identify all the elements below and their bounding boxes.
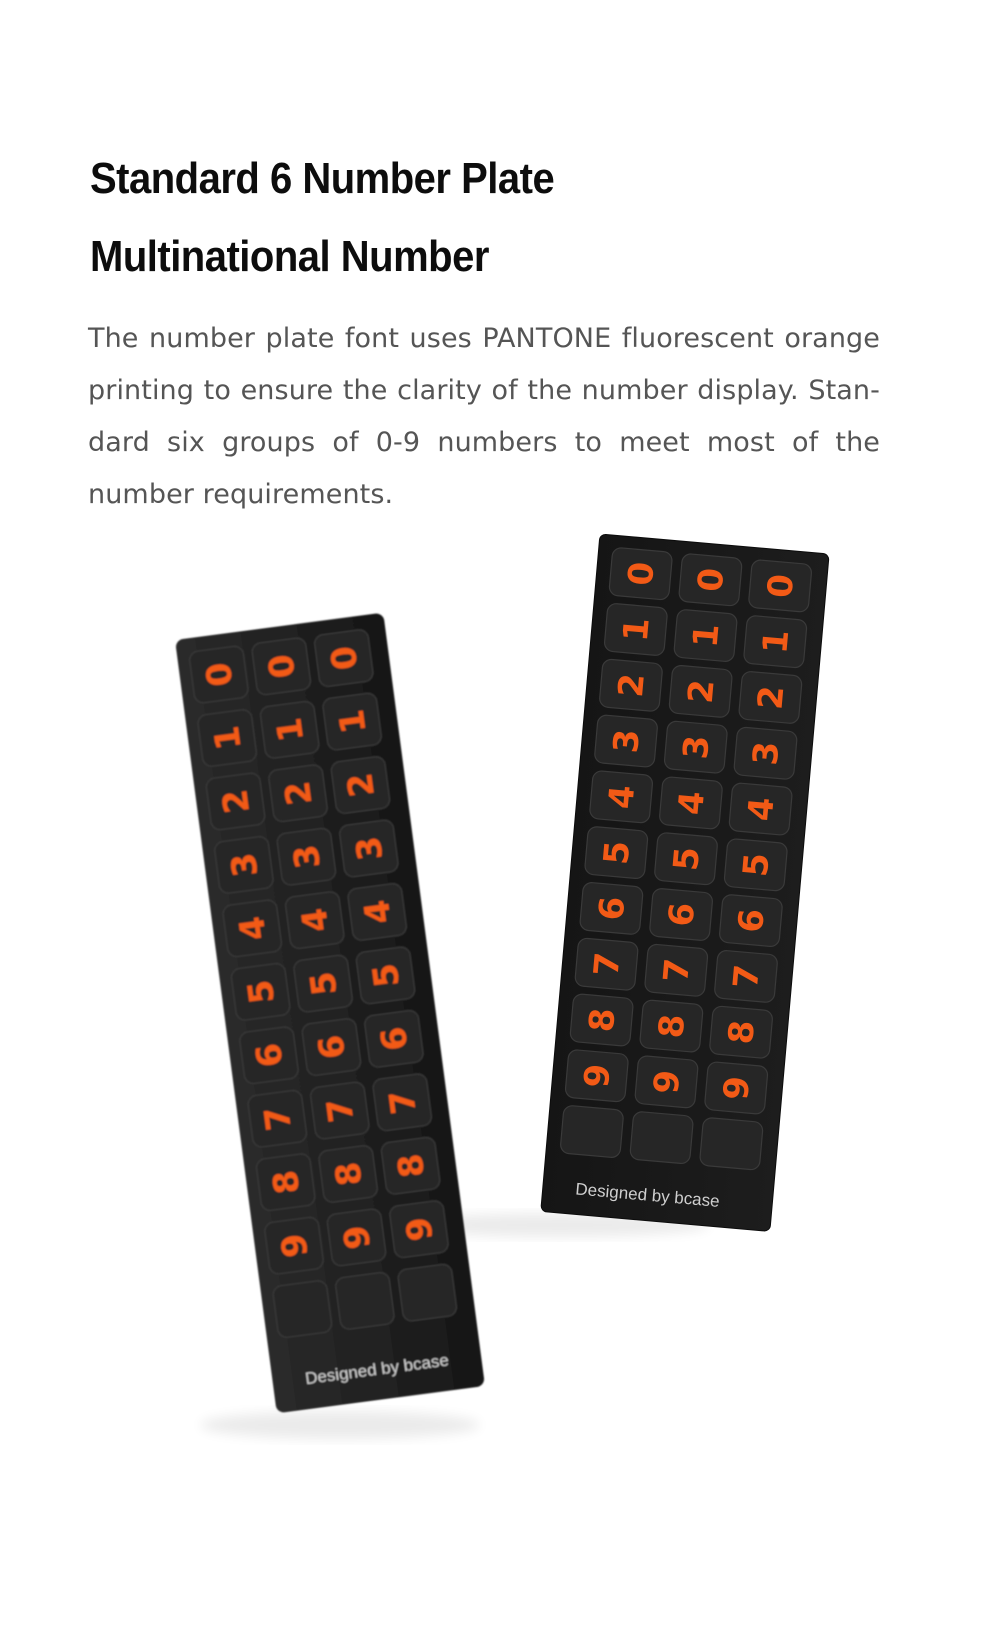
plate-back-digit-2: 2 <box>340 770 383 800</box>
plate-back-key <box>272 1280 332 1339</box>
product-image <box>0 520 1000 1520</box>
plate-front-digit-8: 8 <box>721 1018 764 1046</box>
plate-front-digit-5: 5 <box>596 839 639 867</box>
plate-front-digit-8: 8 <box>581 1006 624 1034</box>
number-plate-back <box>175 613 485 1414</box>
plate-back-digit-3: 3 <box>223 850 267 880</box>
description-text: The number plate font uses PANTONE fluorescent orange printing to ensure the clarity of the number display. Stan-dard six groups of 0-9 numbers to meet most of the number requirements. <box>88 323 880 510</box>
plate-back-key <box>335 1272 395 1331</box>
plate-back-digit-0: 0 <box>260 651 304 681</box>
plate-back-digit-4: 4 <box>356 897 400 927</box>
plate-back-digit-3: 3 <box>348 834 392 863</box>
plate-front-digit-4: 4 <box>740 795 783 823</box>
plate-front-digit-4: 4 <box>601 783 644 811</box>
plate-back-digit-2: 2 <box>277 778 321 808</box>
plate-back-digit-8: 8 <box>327 1159 371 1189</box>
plate-front-digit-1: 1 <box>615 616 658 644</box>
plate-back-digit-6: 6 <box>373 1024 417 1054</box>
plate-front-digit-6: 6 <box>591 894 634 923</box>
plate-back-digit-0: 0 <box>198 660 242 689</box>
plate-front-digit-7: 7 <box>726 962 768 991</box>
plate-front-digit-6: 6 <box>730 907 773 935</box>
plate-front-digit-3: 3 <box>675 733 718 761</box>
plate-front-digit-2: 2 <box>610 671 653 699</box>
plate-back-digit-9: 9 <box>336 1222 379 1252</box>
plate-back-digit-7: 7 <box>256 1104 300 1133</box>
plate-front-digit-9: 9 <box>646 1068 689 1096</box>
plate-front-digit-3: 3 <box>745 739 788 767</box>
plate-front-digit-7: 7 <box>656 956 699 984</box>
plate-front-digit-9: 9 <box>716 1074 759 1102</box>
plate-back-brand: Designed by bcase <box>304 1350 450 1389</box>
plate-back-digit-7: 7 <box>319 1096 363 1125</box>
plate-front-digit-5: 5 <box>666 845 708 873</box>
heading-title: Standard 6 Number Plate <box>90 155 555 203</box>
plate-front-digit-0: 0 <box>690 566 733 594</box>
plate-back-digit-7: 7 <box>381 1087 425 1117</box>
plate-front-digit-5: 5 <box>735 851 778 879</box>
plate-back-digit-1: 1 <box>206 723 250 753</box>
plate-front-digit-0: 0 <box>760 572 803 600</box>
plate-front-digit-1: 1 <box>755 628 798 656</box>
plate-back-digit-6: 6 <box>248 1040 292 1070</box>
number-plate-front <box>541 534 829 1231</box>
plate-front-digit-7: 7 <box>586 950 629 978</box>
plate-front-digit-8: 8 <box>651 1012 694 1040</box>
plate-front-digit-4: 4 <box>670 789 713 817</box>
plate-back-digit-8: 8 <box>390 1151 434 1180</box>
plate-back-digit-1: 1 <box>269 715 313 745</box>
plate-front-digit-2: 2 <box>680 677 723 705</box>
plate-back-digit-6: 6 <box>311 1032 354 1062</box>
plate-back-digit-9: 9 <box>273 1231 317 1260</box>
plate-back-digit-5: 5 <box>302 969 346 998</box>
plate-back-digit-9: 9 <box>398 1214 442 1244</box>
plate-front-digit-9: 9 <box>576 1062 619 1090</box>
plate-back-key <box>397 1263 457 1322</box>
plate-back-digit-5: 5 <box>240 977 284 1007</box>
plate-front-brand: Designed by bcase <box>574 1179 721 1211</box>
plate-front-key <box>560 1105 624 1158</box>
plate-back-digit-1: 1 <box>331 707 375 736</box>
plate-back-digit-5: 5 <box>365 960 408 990</box>
plate-front-key <box>630 1111 694 1164</box>
plate-front-digit-3: 3 <box>606 727 649 755</box>
plate-back-digit-4: 4 <box>231 913 275 943</box>
plate-back-digit-8: 8 <box>265 1167 309 1197</box>
plate-back-digit-0: 0 <box>323 643 367 673</box>
plate-front-digit-1: 1 <box>685 622 728 650</box>
plate-back-digit-3: 3 <box>286 842 329 871</box>
plate-back-digit-2: 2 <box>215 786 258 816</box>
plate-front-digit-6: 6 <box>661 901 704 929</box>
heading-subtitle: Multinational Number <box>90 233 489 281</box>
plate-front-key <box>699 1117 763 1170</box>
plate-front-digit-0: 0 <box>620 560 663 588</box>
plate-back-digit-4: 4 <box>294 905 338 935</box>
plate-front-digit-2: 2 <box>750 684 793 712</box>
